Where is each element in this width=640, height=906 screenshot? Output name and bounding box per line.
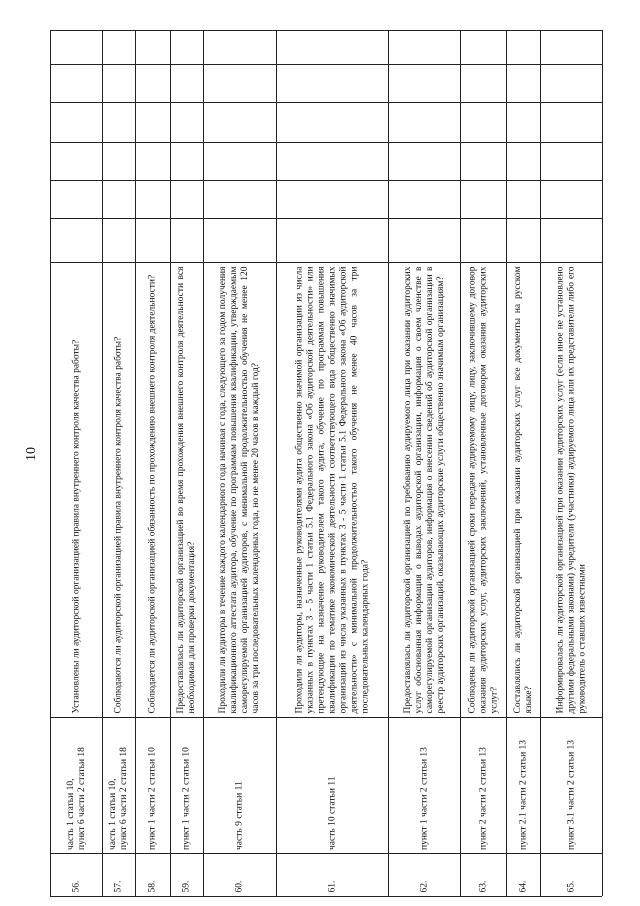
table-cell-c6	[506, 30, 541, 64]
table-cell-c5	[506, 64, 541, 102]
table-cell-reference	[203, 717, 277, 853]
table-cell-c6	[102, 30, 136, 64]
cell-text-question: Соблюдаются ли аудиторской организацией правила внутреннего контроля качества работы?	[113, 336, 124, 714]
cell-text-question: Соблюдены ли аудиторской организацией сроки передачи аудируемому лицу, лицу, заключившему договор оказания аудиторских услуг, аудиторских заключений, установленные договором оказания аудиторских услуг?	[467, 264, 499, 714]
table-cell-question	[276, 262, 389, 717]
table-cell-c1	[135, 218, 171, 262]
cell-text-question: Проходили ли аудиторы, назначенные руководителями аудита общественно значимой организации из числа указанных в пунктах 3 - 5 части 1 статьи 5.1 Федерального закона «Об аудиторской деятельности» или претендующие на назначение руководителем такого аудита, обучение по программам повышения квалификации по тематике экономической деятельности соответствующего вида общественно значимых организаций из числа указанных в пунктах 3 - 5 части 1 статьи 5.1 Федерального закона «Об аудиторской деятельности» с минимальной продолжительностью такого обучения не менее 40 часов за три последовательных календарных года?	[294, 264, 370, 714]
table-cell-c6	[276, 30, 389, 64]
table-cell-c3	[135, 142, 171, 180]
table-cell-c3	[388, 142, 461, 180]
cell-text-reference: пункт 1 части 2 статьи 10	[181, 746, 192, 850]
cell-text-reference: часть 10 статьи 11	[327, 776, 337, 850]
table-cell-num	[170, 853, 204, 896]
table-cell-question	[50, 262, 103, 717]
table-cell-c1	[460, 218, 507, 262]
table-cell-c1	[102, 218, 136, 262]
cell-text-reference: часть 9 статьи 11	[234, 780, 245, 850]
table-cell-c5	[276, 64, 389, 102]
table-cell-c4	[540, 102, 603, 142]
table-cell-num	[506, 853, 541, 896]
cell-text-question: Соблюдается ли аудиторской организацией обязанность по прохождению внешнего контроля деятельности?	[147, 274, 158, 714]
table-cell-c1	[388, 218, 461, 262]
cell-text-reference: часть 1 статьи 10, пункт 6 части 2 статьи 18	[65, 746, 87, 850]
cell-text-question: Предоставлялась ли аудиторской организацией во время прохождения внешнего контроля деятельности вся необходимая для проверки документация?	[176, 264, 197, 714]
table-cell-c2	[388, 180, 461, 218]
table-cell-c2	[50, 180, 103, 218]
table-cell-num	[135, 853, 171, 896]
table-cell-c2	[203, 180, 277, 218]
table-cell-question	[540, 262, 603, 717]
cell-text-reference: пункт 2 части 2 статьи 13	[478, 746, 488, 850]
table-cell-c6	[135, 30, 171, 64]
table-cell-reference	[276, 717, 389, 853]
table-cell-reference	[540, 717, 603, 853]
table-cell-c5	[50, 64, 103, 102]
table-cell-num	[460, 853, 507, 896]
table-cell-reference	[506, 717, 541, 853]
table-cell-c4	[460, 102, 507, 142]
cell-text-num: 60.	[234, 880, 245, 893]
table-cell-num	[388, 853, 461, 896]
table-cell-c6	[203, 30, 277, 64]
table-cell-c6	[50, 30, 103, 64]
cell-text-num: 63.	[478, 880, 488, 893]
table-cell-num	[540, 853, 603, 896]
table-cell-c2	[460, 180, 507, 218]
table-cell-question	[102, 262, 136, 717]
table-cell-c6	[460, 30, 507, 64]
table-cell-c4	[170, 102, 204, 142]
table-cell-c4	[276, 102, 389, 142]
table-cell-c4	[50, 102, 103, 142]
table-cell-c2	[506, 180, 541, 218]
cell-text-reference: пункт 2.1 части 2 статьи 13	[518, 739, 528, 850]
cell-text-reference: пункт 1 части 2 статьи 10	[147, 746, 158, 850]
table-cell-c5	[203, 64, 277, 102]
table-cell-num	[50, 853, 103, 896]
table-cell-c6	[170, 30, 204, 64]
cell-text-question: Предоставлялась ли аудиторской организацией по требованию аудируемого лица при оказании аудиторских услуг обоснованная информация о выводах аудиторской организации, информация о своем членстве в саморегулируемой организации аудиторов, информация о внесении сведений об аудиторской организации в реестр аудиторских организаций, оказывающих аудиторские услуги общественно значимым организациям?	[402, 264, 446, 714]
cell-text-num: 58.	[147, 880, 158, 893]
cell-text-reference: пункт 1 части 2 статьи 13	[419, 746, 429, 850]
table-cell-num	[203, 853, 277, 896]
table-cell-question	[506, 262, 541, 717]
table-cell-reference	[102, 717, 136, 853]
table-cell-reference	[460, 717, 507, 853]
table-cell-c6	[540, 30, 603, 64]
table-cell-c5	[460, 64, 507, 102]
cell-text-question: Проходили ли аудиторы в течение каждого календарного года начиная с года, следующего за годом получения квалификационного аттестата аудитора, обучение по программам повышения квалификации, утверждаемым саморегулируемой организацией аудиторов, с минимальной продолжительностью обучения не менее 120 часов за три последовательных календарных года, но не менее 20 часов в каждый год?	[218, 264, 261, 714]
cell-text-reference: пункт 3.1 части 2 статьи 13	[566, 739, 576, 850]
cell-text-reference: часть 1 статьи 10, пункт 6 части 2 статьи 18	[108, 746, 129, 850]
table-cell-c3	[506, 142, 541, 180]
cell-text-num: 57.	[113, 880, 124, 893]
table-cell-reference	[135, 717, 171, 853]
table-cell-question	[203, 262, 277, 717]
table-cell-question	[170, 262, 204, 717]
table-cell-c4	[203, 102, 277, 142]
cell-text-num: 64.	[518, 880, 528, 893]
table-cell-c4	[388, 102, 461, 142]
cell-text-num: 62.	[419, 880, 429, 893]
cell-text-question: Составлялись ли аудиторской организацией при оказании аудиторских услуг все документы на русском языке?	[512, 264, 534, 714]
table-cell-c4	[135, 102, 171, 142]
table-cell-question	[460, 262, 507, 717]
table-cell-c3	[170, 142, 204, 180]
table-cell-num	[102, 853, 136, 896]
table-cell-c5	[170, 64, 204, 102]
table-cell-c3	[102, 142, 136, 180]
table-cell-c3	[460, 142, 507, 180]
table-cell-c3	[50, 142, 103, 180]
table-cell-reference	[388, 717, 461, 853]
table-cell-c2	[276, 180, 389, 218]
page-number: 10	[24, 447, 39, 461]
table-cell-question	[135, 262, 171, 717]
table-cell-question	[388, 262, 461, 717]
table-cell-c2	[135, 180, 171, 218]
table-cell-c4	[506, 102, 541, 142]
cell-text-num: 65.	[566, 880, 576, 893]
table-cell-c1	[50, 218, 103, 262]
table-cell-c2	[540, 180, 603, 218]
table-cell-c2	[170, 180, 204, 218]
table-cell-c2	[102, 180, 136, 218]
table-cell-c5	[388, 64, 461, 102]
table-cell-c3	[540, 142, 603, 180]
table-cell-c3	[276, 142, 389, 180]
cell-text-question: Информировалась ли аудиторской организацией при оказании аудиторских услуг (если иное не установлено другими федеральными законами) учредители (участники) аудируемого лица или их представители либо его руководитель о ставших известными	[555, 264, 587, 714]
cell-text-num: 59.	[181, 880, 192, 893]
cell-text-num: 56.	[71, 880, 81, 893]
cell-text-question: Установлены ли аудиторской организацией правила внутреннего контроля качества работы?	[71, 339, 81, 714]
table-cell-c1	[170, 218, 204, 262]
table-cell-c4	[102, 102, 136, 142]
table-cell-c5	[102, 64, 136, 102]
table-cell-c5	[540, 64, 603, 102]
table-cell-c1	[203, 218, 277, 262]
table-cell-c6	[388, 30, 461, 64]
table-cell-c1	[506, 218, 541, 262]
table-cell-c5	[135, 64, 171, 102]
cell-text-num: 61.	[327, 880, 337, 893]
table-frame-line	[50, 896, 602, 897]
table-cell-num	[276, 853, 389, 896]
table-cell-reference	[170, 717, 204, 853]
table-cell-c1	[276, 218, 389, 262]
table-cell-c3	[203, 142, 277, 180]
table-cell-c1	[540, 218, 603, 262]
table-cell-reference	[50, 717, 103, 853]
